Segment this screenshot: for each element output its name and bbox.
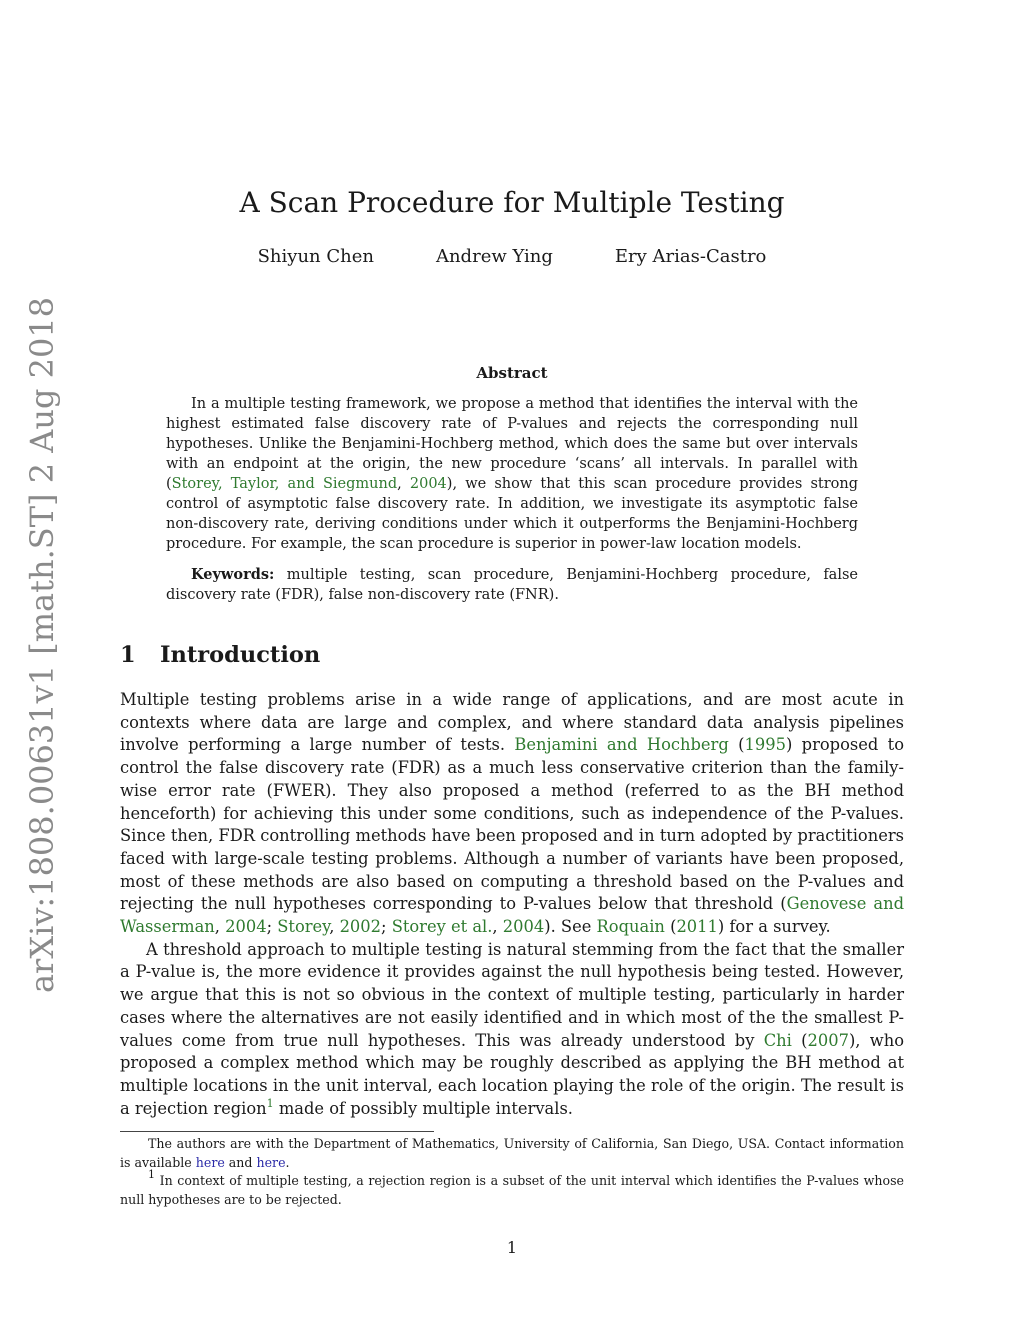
introduction-body [120,689,904,1120]
citation-link[interactable]: Benjamini and Hochberg [514,735,729,755]
citation-link[interactable]: 1995 [744,735,786,755]
footnote-divider [120,1131,434,1132]
footnote-marker[interactable]: 1 [266,1096,274,1110]
citation-link[interactable]: 2004 [502,917,545,937]
author-name: Andrew Ying [435,246,553,267]
citation-link[interactable]: Chi [763,1030,792,1050]
affiliation-footnote: The authors are with the Department of Mathematics, University of California, San Diego, USA. Contact information is available here and here. [120,1136,904,1170]
citation-link[interactable]: 2004 [225,917,267,937]
citation-link[interactable]: Genovese and Wasserman [120,894,904,937]
citation-link[interactable]: Storey et al. [391,917,493,937]
citation-link[interactable]: 2011 [676,917,718,937]
page-number: 1 [506,1238,518,1257]
body-paragraph: A threshold approach to multiple testing is natural stemming from the fact that the smaller a P-value is, the more evidence it provides against the null hypothesis being tested. However, we argue that this is not so obvious in the context of multiple testing, particularly in harder cases where the alternatives are not easily identified and in which most of the the smallest P-values come from true null hypotheses. This was already understood by Chi (2007), who proposed a complex method which may be roughly described as applying the BH method at multiple locations in the unit interval, each location playing the role of the origin. The result is a rejection region$^1$ made of possibly multiple intervals. [120,939,904,1118]
footnote-1: 1 In context of multiple testing, a rejection region is a subset of the unit interval which identifies the P-values whose null hypotheses are to be rejected. [120,1168,904,1207]
contact-link[interactable]: here [256,1154,286,1170]
citation-link[interactable]: Storey [277,917,330,937]
keywords-label: Keywords: [191,566,275,583]
keywords: Keywords: multiple testing, scan procedure, Benjamini-Hochberg procedure, false discovery rate (FDR), false non-discovery rate (FNR). [166,566,858,603]
abstract-text: In a multiple testing framework, we propose a method that identifies the interval with the highest estimated false discovery rate of P-values and rejects the corresponding null hypotheses. Unlike the Benjamini-Hochberg method, which does the same but over intervals with an endpoint at the origin, the new procedure ‘scans’ all intervals. In parallel with (Storey, Taylor, and Siegmund, 2004), we show that this scan procedure provides strong control of asymptotic false discovery rate. In addition, we investigate its asymptotic false non-discovery rate, deriving conditions under which it outperforms the Benjamini-Hochberg procedure. For example, the scan procedure is superior in power-law location models. [166,396,858,552]
body-paragraph: Multiple testing problems arise in a wide range of applications, and are most acute in contexts where data are large and complex, and where standard data analysis pipelines involve performing a large number of tests. Benjamini and Hochberg (1995) proposed to control the false discovery rate (FDR) as a much less conservative criterion than the family-wise error rate (FWER). They also proposed a method (referred to as the BH method henceforth) for achieving this under some conditions, such as independence of the P-values. Since then, FDR controlling methods have been proposed and in turn adopted by practitioners faced with large-scale testing problems. Although a number of variants have been proposed, most of these methods are also based on computing a threshold based on the P-values and rejecting the null hypotheses corresponding to P-values below that threshold (Genovese and Wasserman, 2004; Storey, 2002; Storey et al., 2004). See Roquain (2011) for a survey. [120,690,904,937]
author-list [0,246,1024,267]
footnote-number: 1 [148,1168,155,1181]
paper-title: A Scan Procedure for Multiple Testing [239,186,785,219]
contact-link[interactable]: here [195,1154,225,1170]
abstract-section [166,364,858,605]
section-heading-introduction: 1 Introduction [120,642,321,668]
author-name: Ery Arias-Castro [614,246,767,267]
abstract-heading: Abstract [476,364,548,382]
arxiv-identifier-sidebar: arXiv:1808.00631v1 [math.ST] 2 Aug 2018 [23,296,61,994]
citation-link[interactable]: 2004 [409,476,447,492]
author-name: Shiyun Chen [257,246,374,267]
citation-link[interactable]: Roquain [596,917,665,937]
citation-link[interactable]: 2007 [807,1030,849,1050]
citation-link[interactable]: 2002 [339,917,382,937]
footnotes [120,1135,904,1209]
citation-link[interactable]: Storey, Taylor, and Siegmund [171,476,398,492]
